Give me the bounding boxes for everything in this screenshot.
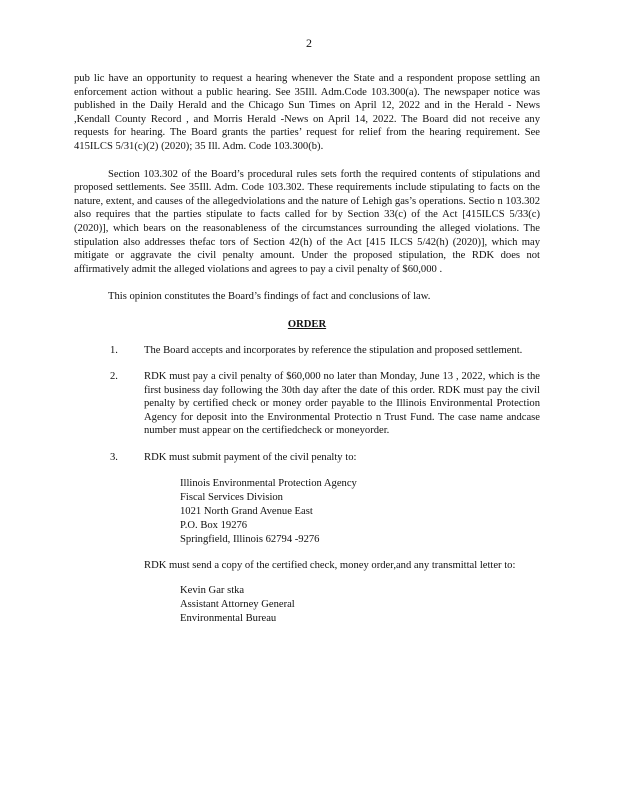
address-line: Springfield, Illinois 62794 -9276: [180, 533, 320, 545]
address-line: Fiscal Services Division: [180, 491, 283, 503]
address-line: Environmental Bureau: [180, 613, 277, 625]
order-item-number: 2.: [110, 371, 118, 383]
address-line: Kevin Gar stka: [180, 585, 245, 597]
address-line: Assistant Attorney General: [180, 599, 295, 611]
order-item: [74, 370, 540, 438]
order-item-text: RDK must pay a civil penalty of $60,000 no later than Monday, June 13 , 2022, which is the first business day following the 30th day after the date of this order. RDK must pay the civil penalty by certified check or money order payable to the Illinois Environmental Protection Agency for deposit into the Environmental Protectio n Trust Fund. The case name andcase number must appear on the certifiedcheck or moneyorder.: [144, 371, 540, 437]
copy-address: [180, 584, 540, 626]
page-number: 2: [306, 36, 312, 50]
order-item-text: RDK must submit payment of the civil penalty to:: [144, 452, 357, 464]
order-item-number: 3.: [110, 452, 118, 464]
order-item-number: 1.: [110, 344, 118, 356]
order-item: [74, 344, 540, 358]
address-line: Illinois Environmental Protection Agency: [180, 477, 357, 489]
paragraph-hearing-notice: pub lic have an opportunity to request a hearing whenever the State and a respondent propose settling an enforcement action without a public hearing. See 35Ill. Adm.Code 103.300(a). The newspaper notice was published in the Daily Herald and the Chicago Sun Times on April 12, 2022 and in the Herald - News ,Kendall County Record , and Morris Herald -News on April 14, 2022. The Board did not receive any requests for hearing. The Board grants the parties’ request for relief from the hearing requirement. See 415ILCS 5/31(c)(2) (2020); 35 Ill. Adm. Code 103.300(b).: [74, 73, 540, 152]
payment-address: [180, 477, 540, 547]
paragraph-findings: This opinion constitutes the Board’s findings of fact and conclusions of law.: [108, 291, 431, 303]
document-body: [74, 72, 540, 639]
copy-instruction: RDK must send a copy of the certified check, money order,and any transmittal letter to:: [144, 559, 516, 571]
address-line: P.O. Box 19276: [180, 519, 248, 531]
address-line: 1021 North Grand Avenue East: [180, 505, 313, 517]
order-item-text: The Board accepts and incorporates by reference the stipulation and proposed settlement.: [144, 344, 523, 356]
order-heading: ORDER: [287, 318, 327, 330]
order-item: [74, 451, 540, 626]
paragraph-settlement-contents: Section 103.302 of the Board’s procedural rules sets forth the required contents of stipulations and proposed settlements. See 35Ill. Adm. Code 103.302. These requirements include stipulating to facts on the nature, extent, and causes of the allegedviolations and the nature of Lehigh gas’s operations. Sectio n 103.302 also requires that the parties stipulate to facts called for by Section 33(c) of the Act [415ILCS 5/33(c) (2020)], which bears on the reasonableness of the circumstances surrounding the alleged violations. The stipulation also addresses thefac tors of Section 42(h) of the Act [415 ILCS 5/42(h) (2020)], which may mitigate or aggravate the civil penalty amount. Under the proposed stipulation, the RDK does not affirmatively admit the alleged violations and agrees to pay a civil penalty of $60,000 .: [74, 168, 540, 275]
